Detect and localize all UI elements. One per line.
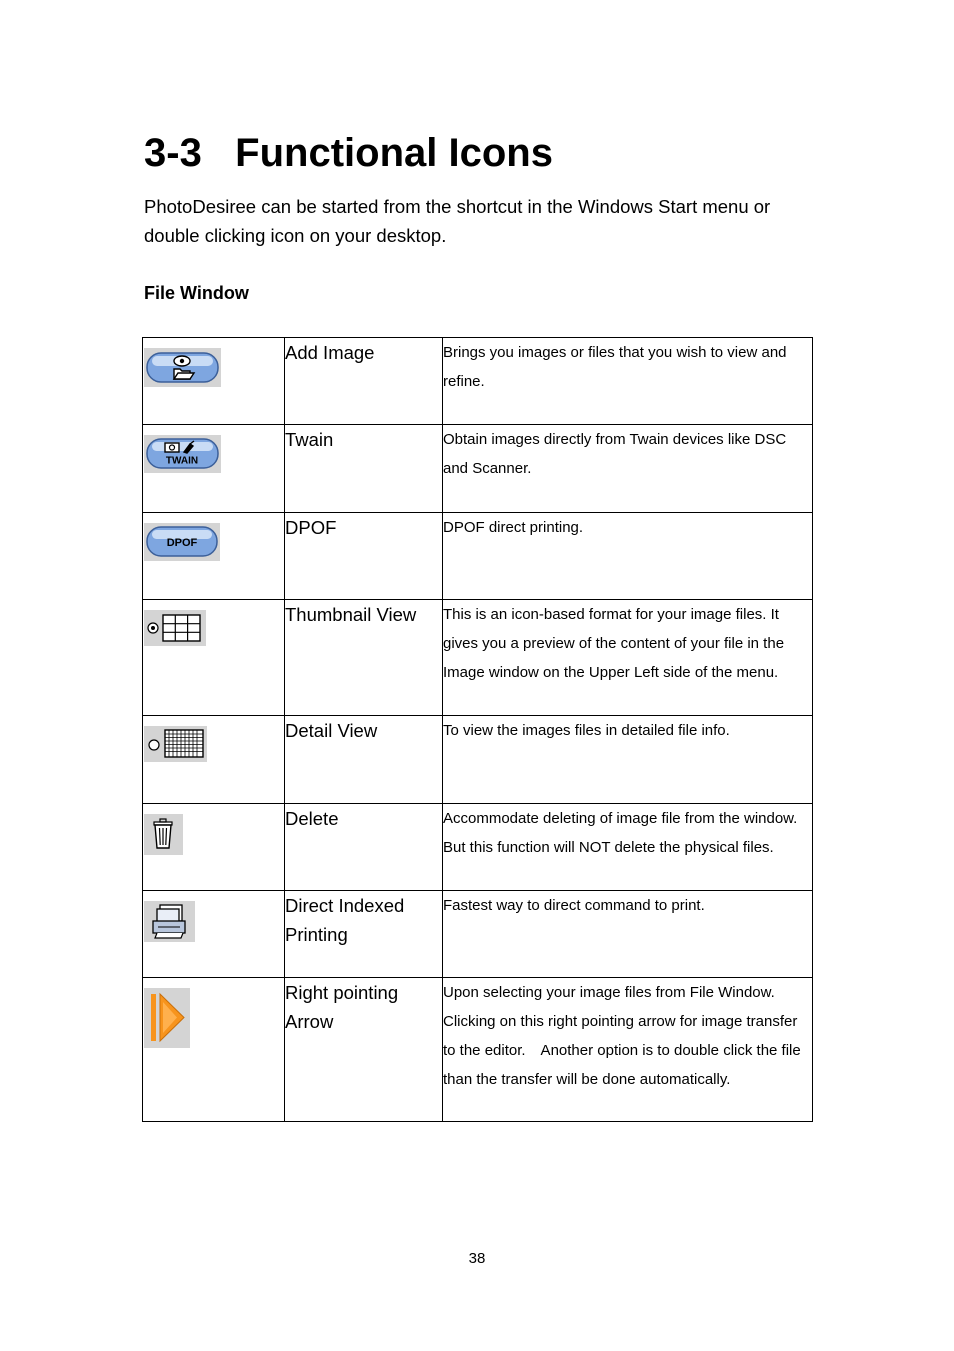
icon-description: Upon selecting your image files from File Window. Clicking on this right pointing arrow for image transfer to the editor. Another option is to double click the file than the transfer will be done automatically. [443,978,813,1122]
right-arrow-icon [144,988,190,1048]
trash-icon [144,814,183,855]
icon-cell [143,716,285,804]
icon-description: DPOF direct printing. [443,513,813,600]
icon-name: Thumbnail View [285,600,443,716]
table-row [143,978,813,1122]
icon-cell [143,978,285,1122]
icon-cell [143,338,285,425]
add-image-icon [144,348,221,387]
icon-description: Brings you images or files that you wish to view and refine. [443,338,813,425]
icon-cell [143,513,285,600]
icon-name: Delete [285,804,443,891]
page-number: 38 [468,1250,486,1267]
icon-cell [143,600,285,716]
file-window-heading: File Window [144,283,249,303]
icon-name: DPOF [285,513,443,600]
dpof-icon [144,523,220,561]
printer-icon [144,901,195,942]
table-row [143,513,813,600]
page-title [144,128,553,178]
table-row [143,804,813,891]
thumbnail-view-icon [144,610,206,646]
intro-paragraph: PhotoDesiree can be started from the shortcut in the Windows Start menu or double clicking icon on your desktop. [144,196,771,246]
table-row [143,600,813,716]
detail-view-icon [144,726,207,762]
twain-icon [144,435,221,473]
icon-description: This is an icon-based format for your image files. It gives you a preview of the content of your file in the Image window on the Upper Left side of the menu. [443,600,813,716]
svg-text:DPOF: DPOF [166,537,198,549]
icon-description: Accommodate deleting of image file from the window. But this function will NOT delete the physical files. [443,804,813,891]
section-title: Functional Icons [235,131,553,175]
table-row [143,716,813,804]
svg-text:TWAIN: TWAIN [165,455,199,467]
icon-name: Detail View [285,716,443,804]
icon-cell [143,804,285,891]
icon-cell [143,891,285,978]
icon-name: Add Image [285,338,443,425]
icon-description: To view the images files in detailed file info. [443,716,813,804]
icon-description: Fastest way to direct command to print. [443,891,813,978]
icon-name: Direct Indexed Printing [285,891,443,978]
section-number: 3-3 [144,131,202,175]
icon-description: Obtain images directly from Twain devices like DSC and Scanner. [443,425,813,513]
table-row [143,338,813,425]
functional-icons-table [142,337,813,1122]
icon-name: Twain [285,425,443,513]
table-row [143,891,813,978]
table-row [143,425,813,513]
icon-cell [143,425,285,513]
icon-name: Right pointing Arrow [285,978,443,1122]
